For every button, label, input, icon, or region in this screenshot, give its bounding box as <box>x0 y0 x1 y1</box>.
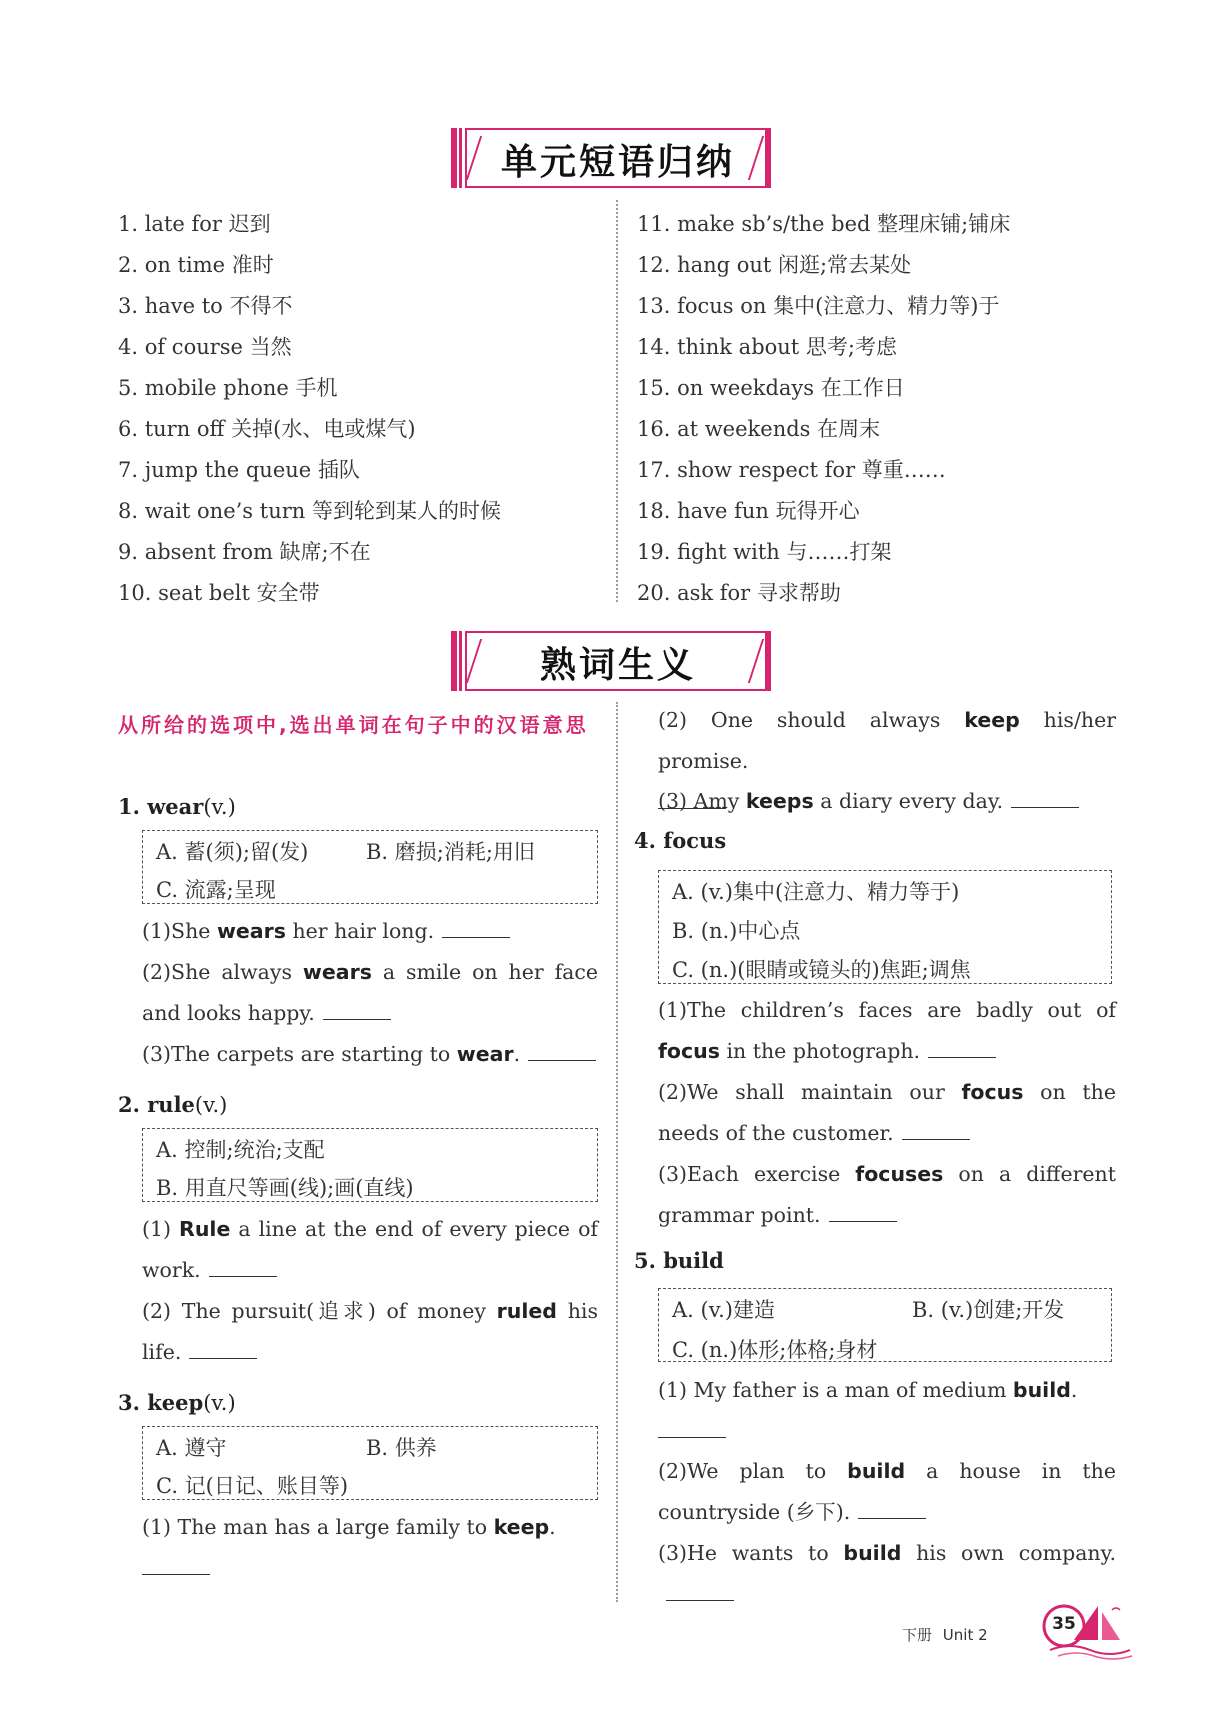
answer-blank[interactable] <box>858 1517 926 1519</box>
phrase-item: 2. on time 准时 <box>118 253 274 277</box>
word-heading: 1. wear(v.) <box>118 794 236 819</box>
phrase-item: 1. late for 迟到 <box>118 212 271 236</box>
phrase-item: 5. mobile phone 手机 <box>118 376 338 400</box>
example-sentence: (1)The children’s faces are badly out of focus in the photograph. <box>658 998 1116 1063</box>
example-sentence: (3)He wants to build his own company. <box>658 1533 1116 1615</box>
option: C. (n.)体形;体格;身材 <box>672 1338 878 1362</box>
phrase-item: 10. seat belt 安全带 <box>118 581 320 605</box>
example-sentence: (1) Rule a line at the end of every piece of work. <box>142 1217 598 1282</box>
section-banner-phrases <box>451 128 785 188</box>
option: A. (v.)集中(注意力、精力等于) <box>672 880 960 904</box>
answer-blank[interactable] <box>1011 806 1079 808</box>
answer-blank[interactable] <box>323 1018 391 1020</box>
example-sentence: (1) The man has a large family to keep. <box>142 1507 598 1589</box>
answer-blank[interactable] <box>189 1357 257 1359</box>
answer-blank[interactable] <box>928 1056 996 1058</box>
option: A. 蓄(须);留(发) <box>156 840 309 864</box>
option: B. 磨损;消耗;用旧 <box>366 840 535 864</box>
example-sentence: (3)The carpets are starting to wear. <box>142 1034 598 1075</box>
column-divider <box>616 200 618 602</box>
phrase-item: 8. wait one’s turn 等到轮到某人的时候 <box>118 499 501 523</box>
option: B. 用直尺等画(线);画(直线) <box>156 1176 414 1200</box>
option: C. 流露;呈现 <box>156 878 276 902</box>
section-title: 单元短语归纳 <box>500 142 735 183</box>
example-sentence: (2)We plan to build a house in the countryside (乡下). <box>658 1459 1116 1524</box>
phrase-item: 19. fight with 与……打架 <box>637 540 892 564</box>
phrase-item: 4. of course 当然 <box>118 335 292 359</box>
phrase-item: 15. on weekdays 在工作日 <box>637 376 905 400</box>
example-sentence: (2) One should always keep his/her promise. <box>658 700 1116 823</box>
page-footer <box>902 1624 988 1645</box>
example-sentence: (2)She always wears a smile on her face and looks happy. <box>142 960 599 1025</box>
answer-blank[interactable] <box>142 1573 210 1575</box>
phrase-item: 17. show respect for 尊重…… <box>637 458 946 482</box>
option: B. 供养 <box>366 1436 437 1460</box>
unit-label: Unit 2 <box>942 1626 988 1644</box>
section-title: 熟词生义 <box>539 645 696 686</box>
word-heading: 5. build <box>634 1248 724 1273</box>
example-sentence: (2) The pursuit(追求) of money ruled his life. <box>142 1299 599 1364</box>
exercise-instruction: 从所给的选项中,选出单词在句子中的汉语意思 <box>118 713 589 737</box>
answer-blank[interactable] <box>902 1138 970 1140</box>
phrase-item: 9. absent from 缺席;不在 <box>118 540 371 564</box>
phrase-item: 3. have to 不得不 <box>118 294 293 318</box>
phrase-item: 13. focus on 集中(注意力、精力等)于 <box>637 294 1000 318</box>
answer-blank[interactable] <box>442 936 510 938</box>
phrase-item: 7. jump the queue 插队 <box>118 458 360 482</box>
answer-blank[interactable] <box>829 1220 897 1222</box>
answer-blank[interactable] <box>209 1275 277 1277</box>
word-heading: 4. focus <box>634 828 727 853</box>
section-banner-word-meanings <box>451 631 785 691</box>
option: B. (n.)中心点 <box>672 919 801 943</box>
phrase-item: 16. at weekends 在周末 <box>637 417 881 441</box>
example-sentence: (3)Each exercise focuses on a different grammar point. <box>658 1162 1116 1227</box>
option: A. 遵守 <box>156 1436 227 1460</box>
option: B. (v.)创建;开发 <box>912 1298 1065 1322</box>
column-divider <box>616 702 618 1602</box>
word-heading: 3. keep(v.) <box>118 1390 236 1415</box>
page-number: 35 <box>1052 1614 1076 1634</box>
answer-blank[interactable] <box>658 1436 726 1438</box>
example-sentence: (1) My father is a man of medium build. <box>658 1370 1116 1452</box>
phrase-item: 12. hang out 闲逛;常去某处 <box>637 253 912 277</box>
answer-blank[interactable] <box>666 1599 734 1601</box>
word-heading: 2. rule(v.) <box>118 1092 228 1117</box>
option: A. 控制;统治;支配 <box>156 1138 325 1162</box>
phrase-item: 18. have fun 玩得开心 <box>637 499 860 523</box>
example-sentence: (3) Amy keeps a diary every day. <box>658 781 1116 822</box>
option: C. 记(日记、账目等) <box>156 1474 349 1498</box>
page-number-badge <box>1040 1600 1150 1660</box>
example-sentence: (1)She wears her hair long. <box>142 911 598 952</box>
phrase-item: 11. make sb’s/the bed 整理床铺;铺床 <box>637 212 1011 236</box>
phrase-item: 14. think about 思考;考虑 <box>637 335 897 359</box>
phrase-item: 20. ask for 寻求帮助 <box>637 581 841 605</box>
phrase-item: 6. turn off 关掉(水、电或煤气) <box>118 417 416 441</box>
answer-blank[interactable] <box>528 1059 596 1061</box>
option: C. (n.)(眼睛或镜头的)焦距;调焦 <box>672 958 971 982</box>
option: A. (v.)建造 <box>672 1298 775 1322</box>
book-label: 下册 <box>902 1626 933 1644</box>
example-sentence: (2)We shall maintain our focus on the needs of the customer. <box>658 1080 1116 1145</box>
